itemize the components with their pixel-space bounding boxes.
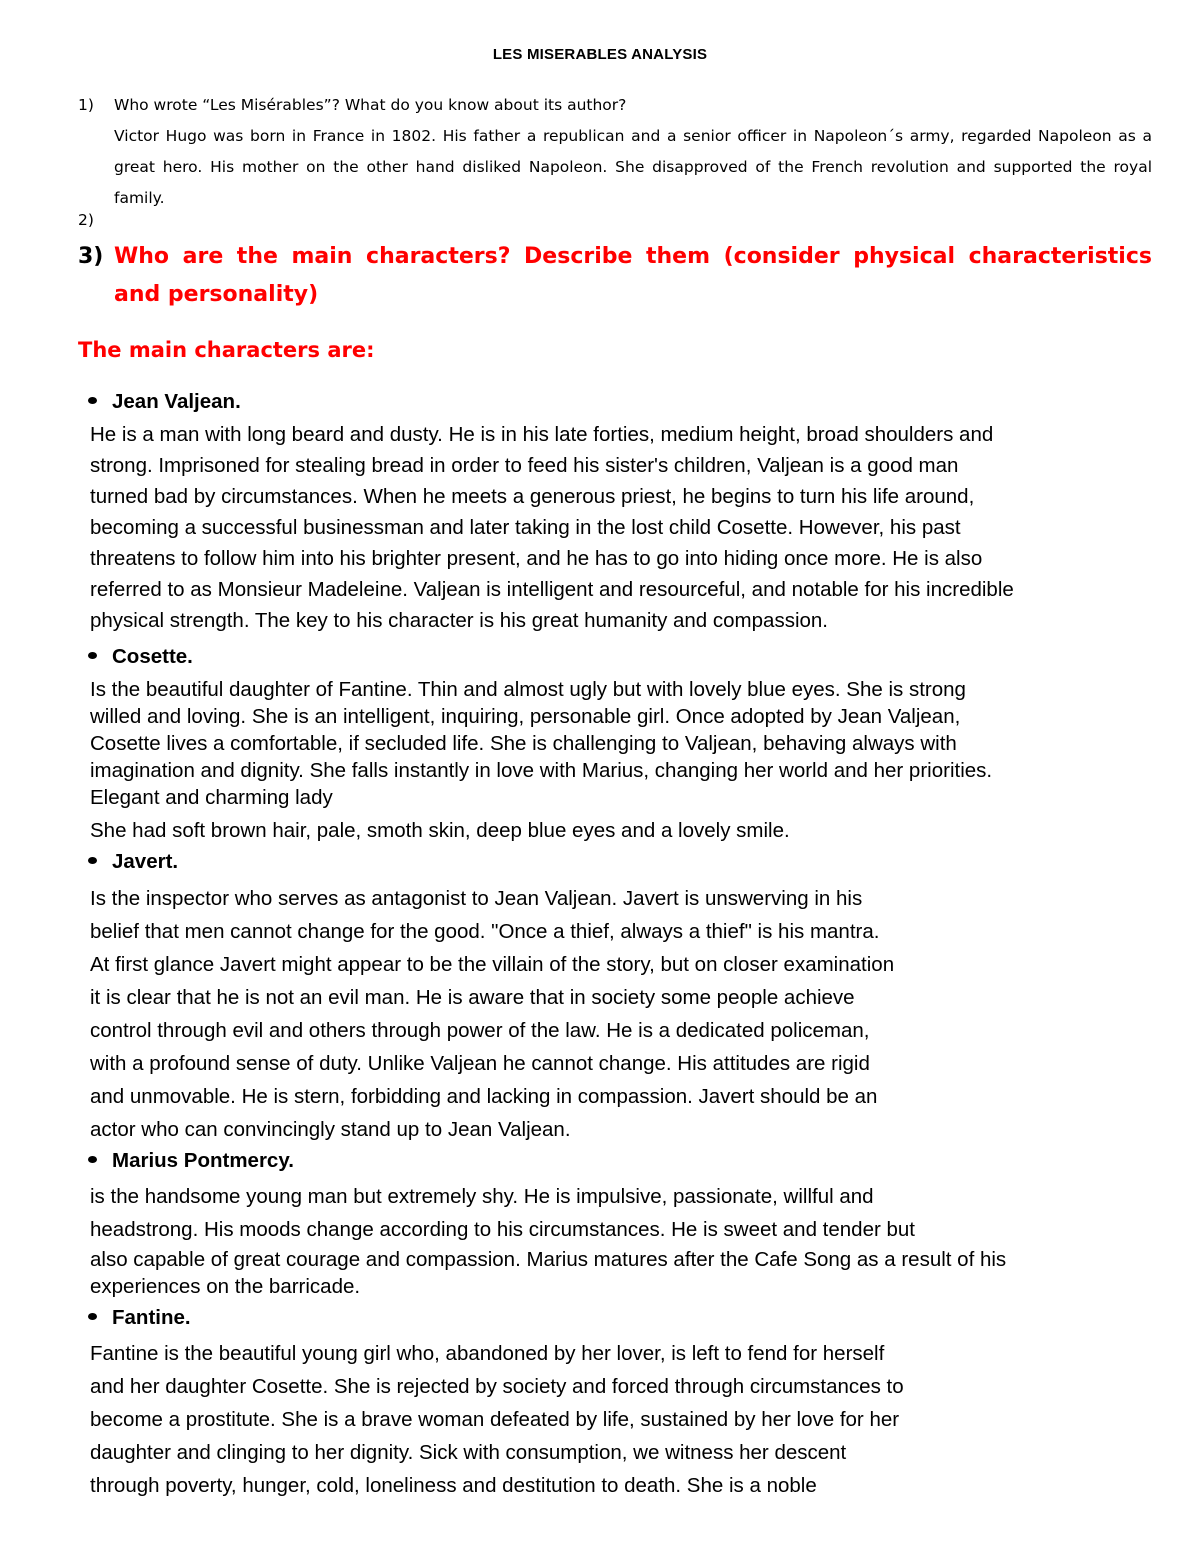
description-line: experiences on the barricade.	[90, 1275, 361, 1298]
description-line: He is a man with long beard and dusty. He is in his late forties, medium height, broad shoulders and	[90, 423, 994, 446]
description-line: daughter and clinging to her dignity. Sick with consumption, we witness her descent	[90, 1441, 847, 1464]
question-1	[78, 90, 1152, 214]
character-name-label: Javert.	[112, 850, 179, 873]
description-line: becoming a successful businessman and later taking in the lost child Cosette. However, his past	[90, 516, 961, 539]
description-line: Cosette lives a comfortable, if secluded life. She is challenging to Valjean, behaving always with	[90, 732, 957, 755]
description-line: strong. Imprisoned for stealing bread in order to feed his sister's children, Valjean is a good man	[90, 454, 959, 477]
description-line: Is the inspector who serves as antagonist to Jean Valjean. Javert is unswerving in his	[90, 887, 863, 910]
character-description-fantine	[90, 1337, 1170, 1502]
character-name-label: Fantine.	[112, 1306, 191, 1329]
character-name-javert	[88, 850, 178, 874]
character-description-marius	[90, 1180, 1170, 1246]
description-line: turned bad by circumstances. When he meets a generous priest, he begins to turn his life around,	[90, 485, 975, 508]
question-1-text: Who wrote “Les Misérables”? What do you know about its author?	[114, 96, 627, 114]
description-line: and her daughter Cosette. She is rejected by society and forced through circumstances to	[90, 1375, 904, 1398]
description-line: headstrong. His moods change according to his circumstances. He is sweet and tender but	[90, 1218, 915, 1241]
character-description-valjean	[90, 419, 1170, 636]
character-description-cosette	[90, 676, 1170, 811]
question-3	[78, 238, 1152, 314]
description-line: She had soft brown hair, pale, smoth skin, deep blue eyes and a lovely smile.	[90, 819, 790, 842]
description-line: with a profound sense of duty. Unlike Valjean he cannot change. His attitudes are rigid	[90, 1052, 870, 1075]
document-title: LES MISERABLES ANALYSIS	[492, 46, 708, 63]
description-line: become a prostitute. She is a brave woman defeated by life, sustained by her love for her	[90, 1408, 900, 1431]
description-line: referred to as Monsieur Madeleine. Valjean is intelligent and resourceful, and notable for his incredible	[90, 578, 1014, 601]
question-3-text: Who are the main characters? Describe them (consider physical characteristics and personality)	[114, 244, 1152, 307]
character-name-label: Jean Valjean.	[112, 390, 241, 413]
bullet-icon	[88, 857, 97, 864]
description-line: control through evil and others through power of the law. He is a dedicated policeman,	[90, 1019, 870, 1042]
character-name-valjean	[88, 390, 241, 414]
description-line: At first glance Javert might appear to be the villain of the story, but on closer examination	[90, 953, 895, 976]
description-line: is the handsome young man but extremely shy. He is impulsive, passionate, willful and	[90, 1185, 874, 1208]
character-name-label: Marius Pontmercy.	[112, 1149, 294, 1172]
description-line: it is clear that he is not an evil man. He is aware that in society some people achieve	[90, 986, 855, 1009]
bullet-icon	[88, 1313, 97, 1320]
description-line: also capable of great courage and compassion. Marius matures after the Cafe Song as a result of his	[90, 1248, 1007, 1271]
description-line: imagination and dignity. She falls instantly in love with Marius, changing her world and her priorities.	[90, 759, 993, 782]
description-line: actor who can convincingly stand up to Jean Valjean.	[90, 1118, 571, 1141]
bullet-icon	[88, 397, 97, 404]
description-line: and unmovable. He is stern, forbidding and lacking in compassion. Javert should be an	[90, 1085, 878, 1108]
main-characters-heading: The main characters are:	[78, 338, 375, 362]
character-name-fantine	[88, 1306, 191, 1330]
description-line: willed and loving. She is an intelligent, inquiring, personable girl. Once adopted by Jean Valjean,	[90, 705, 961, 728]
question-2-number: 2)	[78, 211, 94, 229]
character-name-marius	[88, 1149, 294, 1173]
character-name-label: Cosette.	[112, 645, 193, 668]
character-description-marius-continued	[90, 1246, 1170, 1300]
description-line: through poverty, hunger, cold, loneliness and destitution to death. She is a noble	[90, 1474, 817, 1497]
character-name-cosette	[88, 645, 193, 669]
description-line: Is the beautiful daughter of Fantine. Thin and almost ugly but with lovely blue eyes. She is strong	[90, 678, 966, 701]
description-line: threatens to follow him into his brighter present, and he has to go into hiding once more. He is also	[90, 547, 983, 570]
question-1-number: 1)	[78, 96, 94, 114]
character-description-javert	[90, 882, 1170, 1146]
question-3-number: 3)	[78, 244, 104, 269]
character-description-cosette-extra	[90, 817, 1170, 844]
description-line: Elegant and charming lady	[90, 786, 333, 809]
description-line: belief that men cannot change for the good. "Once a thief, always a thief" is his mantra.	[90, 920, 880, 943]
question-1-answer: Victor Hugo was born in France in 1802. His father a republican and a senior officer in Napoleon´s army, regarded Napoleon as a great hero. His mother on the other hand disliked Napoleon. She disapproved of the French revolution and supported the royal family.	[114, 127, 1152, 207]
description-line: Fantine is the beautiful young girl who, abandoned by her lover, is left to fend for herself	[90, 1342, 885, 1365]
bullet-icon	[88, 652, 97, 659]
bullet-icon	[88, 1156, 97, 1163]
description-line: physical strength. The key to his character is his great humanity and compassion.	[90, 609, 828, 632]
